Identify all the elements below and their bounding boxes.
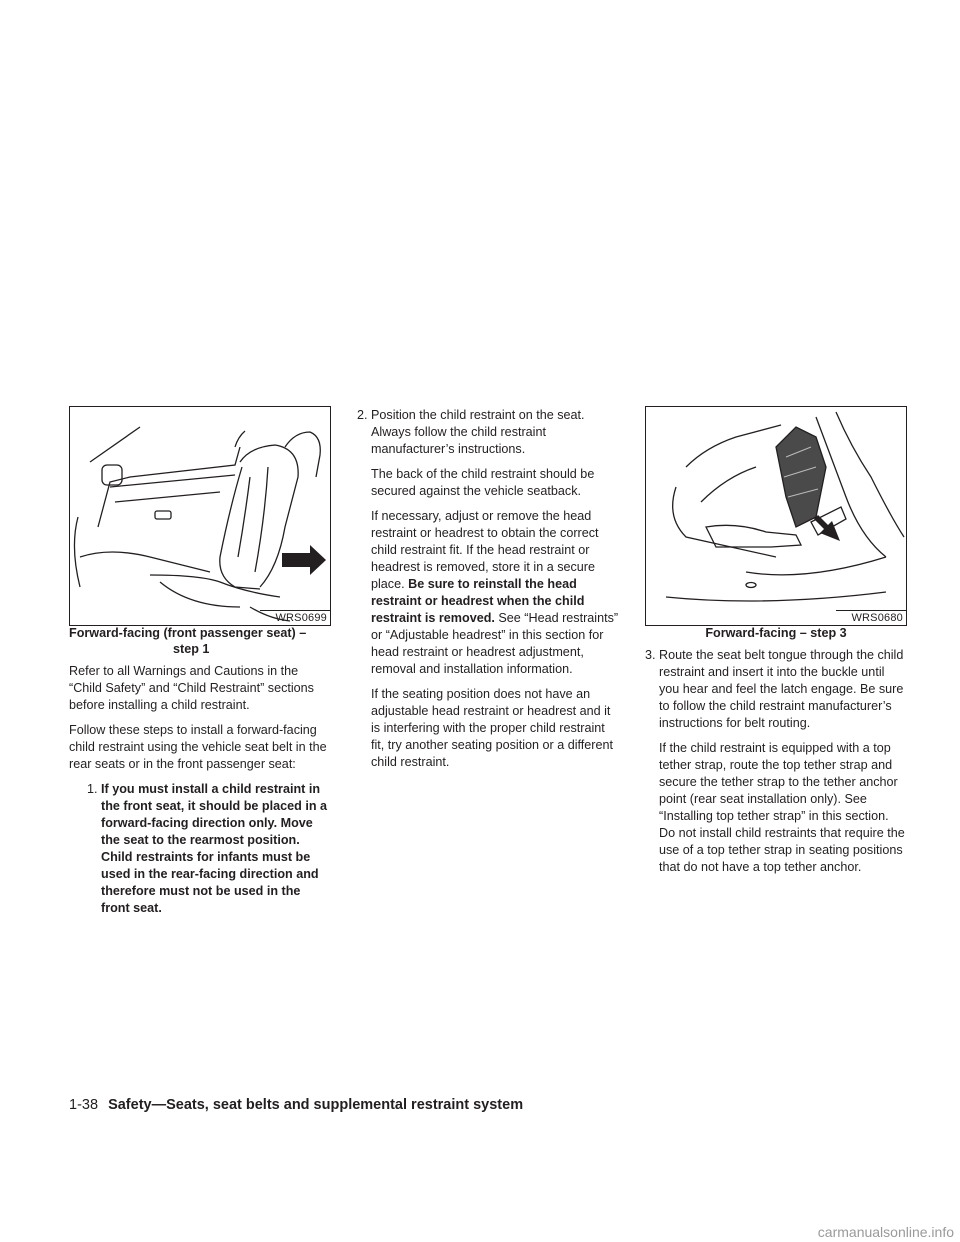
watermark: carmanualsonline.info: [817, 1224, 954, 1240]
figure-code: WRS0699: [275, 612, 327, 624]
column-3: [645, 647, 907, 884]
figure-caption-left: [69, 625, 331, 657]
figure-front-passenger-seat: [69, 406, 331, 626]
step-number: 3.: [645, 648, 656, 662]
seat-illustration: [70, 407, 330, 625]
caption-line: step 1: [173, 642, 210, 656]
caption-line: Forward-facing (front passenger seat) –: [69, 626, 307, 640]
paragraph: Follow these steps to install a forward-facing child restraint using the vehicle seat belt in the rear seats or in the front passenger seat:: [69, 723, 327, 771]
page-footer: [69, 1096, 523, 1114]
figure-code-rule: [836, 610, 906, 611]
step-1: [69, 781, 331, 917]
text-run: If necessary, adjust or remove the head restraint or headrest to obtain the correct child restraint fit. If the head restraint or headrest is removed, store it in a secure place.: [371, 509, 599, 591]
column-1: [69, 663, 331, 917]
caption-line: Forward-facing – step 3: [705, 626, 847, 640]
column-2: [357, 407, 619, 779]
step-text: If you must install a child restraint in the front seat, it should be placed in a forward-facing direction only. Move the seat to the rearmost position. Child restraints for infants must be used in the rear-facing direction and therefore must not be used in the front seat.: [101, 782, 328, 915]
section-title: Safety—Seats, seat belts and supplemental restraint system: [108, 1097, 524, 1113]
paragraph: Position the child restraint on the seat. Always follow the child restraint manufacturer’s instructions.: [371, 408, 585, 456]
paragraph: [371, 508, 619, 678]
page-number: 1-38: [69, 1097, 99, 1113]
paragraph: If the seating position does not have an adjustable head restraint or headrest and it is interfering with the proper child restraint fit, try another seating position or a different child restraint.: [371, 687, 613, 769]
step-3: [645, 647, 907, 884]
belt-routing-illustration: [646, 407, 906, 625]
emphasis-text: Be sure to reinstall the head restraint or headrest when the child restraint is removed.: [371, 577, 585, 625]
paragraph: Route the seat belt tongue through the child restraint and insert it into the buckle until you hear and feel the latch engage. Be sure to follow the child restraint manufacturer’s instructions for belt routing.: [659, 648, 904, 730]
figure-code-rule: [260, 610, 330, 611]
text-run: See “Head restraints” or “Adjustable headrest” in this section for head restraint or headrest adjustment, removal and installation information.: [371, 611, 619, 676]
paragraph: The back of the child restraint should be secured against the vehicle seatback.: [371, 467, 595, 498]
step-2: [357, 407, 619, 779]
figure-caption-right: [645, 625, 907, 641]
figure-seat-belt-routing: [645, 406, 907, 626]
figure-code: WRS0680: [851, 612, 903, 624]
step-number: 1.: [87, 782, 98, 796]
direction-arrow-icon: [814, 515, 844, 550]
paragraph: If the child restraint is equipped with a top tether strap, route the top tether strap and secure the tether strap to the tether anchor point (rear seat installation only). See “Installing top tether strap” in this section. Do not install child restraints that require the use of a top tether strap in seating positions that do not have a top tether anchor.: [659, 741, 905, 874]
step-number: 2.: [357, 408, 368, 422]
paragraph: Refer to all Warnings and Cautions in the “Child Safety” and “Child Restraint” sections before installing a child restraint.: [69, 664, 314, 712]
